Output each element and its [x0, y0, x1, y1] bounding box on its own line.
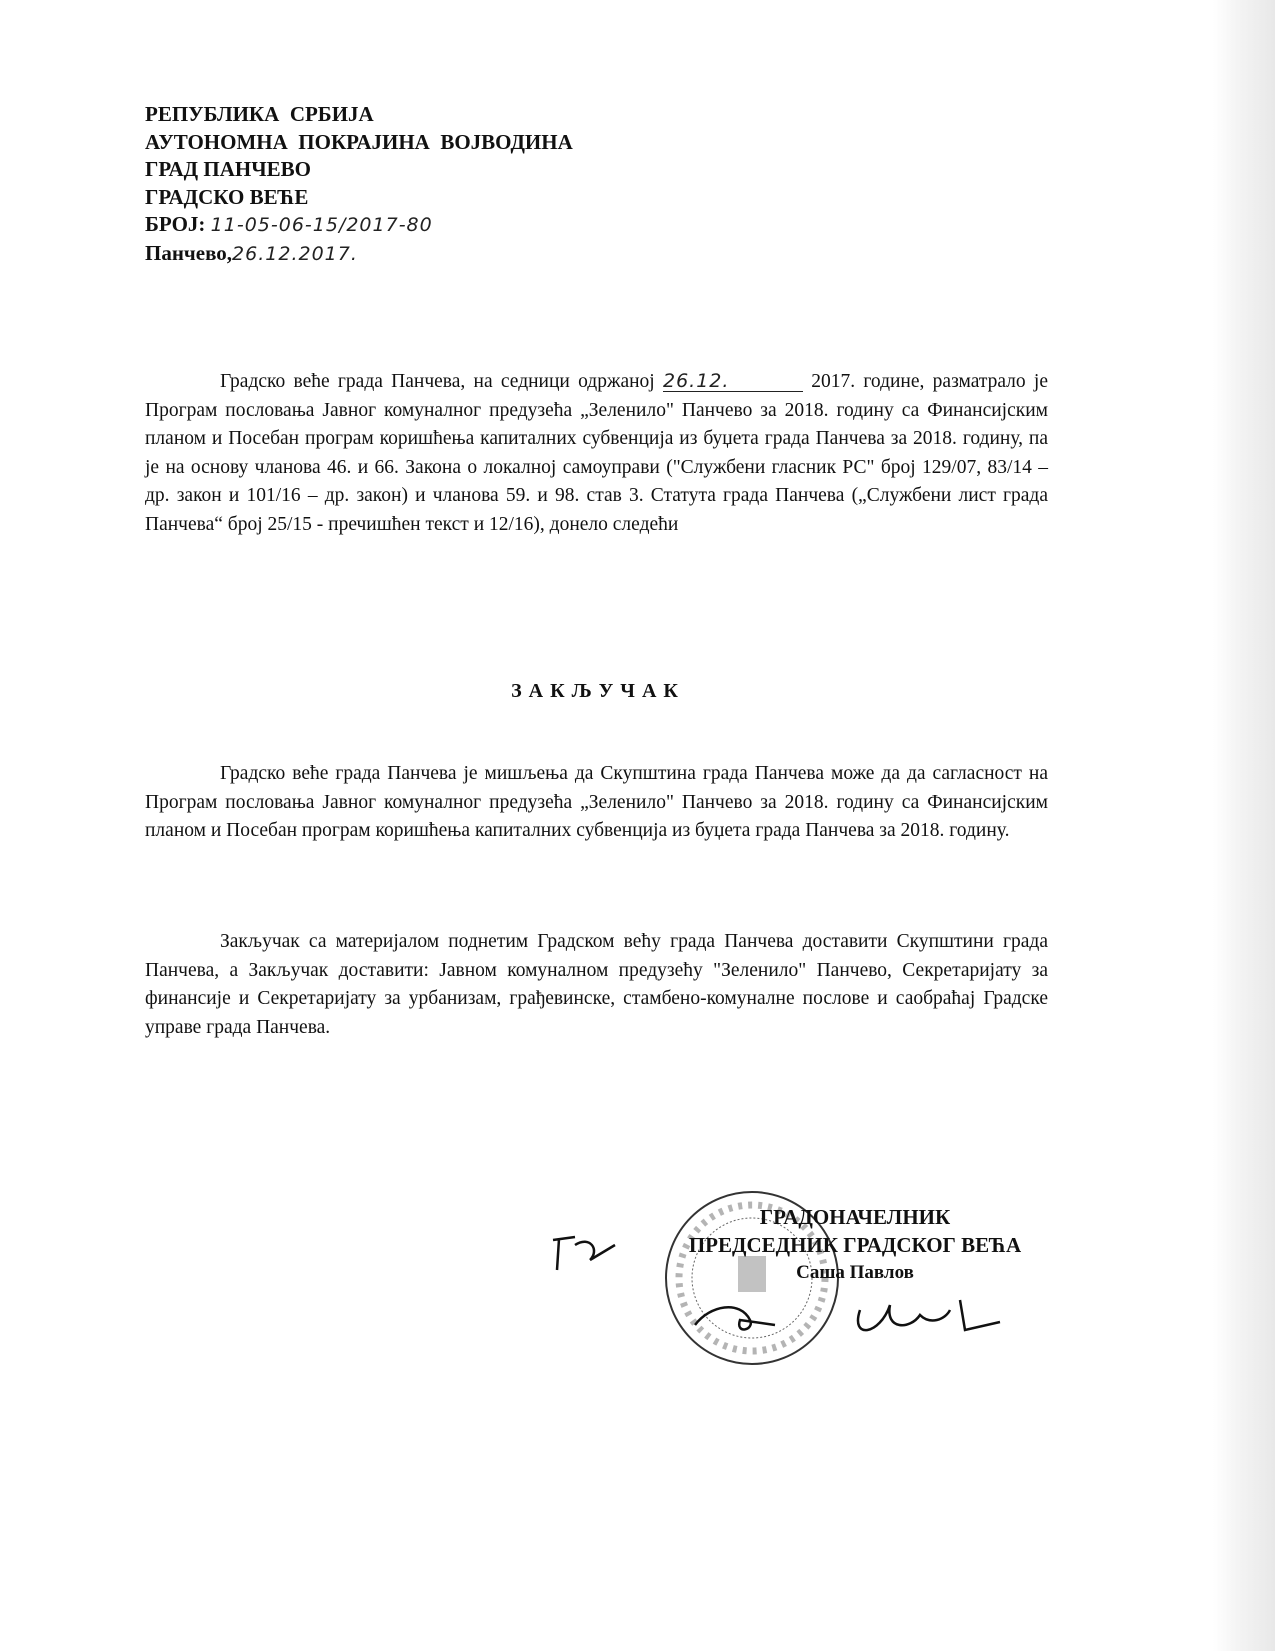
- document-title: ЗАКЉУЧАК: [511, 680, 685, 702]
- intro-text-1: Градско веће града Панчева, на седници одржаној: [220, 371, 655, 392]
- place-label: Панчево,: [145, 240, 233, 265]
- header-province: АУТОНОМНА ПОКРАЈИНА ВОЈВОДИНА: [145, 129, 573, 154]
- session-date-handwritten: 26.12.: [662, 370, 730, 392]
- header-council: ГРАДСКО ВЕЋЕ: [145, 184, 309, 209]
- signatory-name: Саша Павлов: [796, 1262, 914, 1283]
- signatory-title-president: ПРЕДСЕДНИК ГРАДСКОГ ВЕЋА: [688, 1233, 1022, 1257]
- intro-paragraph: [145, 368, 1048, 540]
- conclusion-text-1: Градско веће града Панчева је мишљења да Скупштина града Панчева може да да сагласност на Програм пословања Јавног комуналног предузећа „Зеленило" Панчево за 2018. годину са Финансијским планом и Посебан програм коришћења капиталних субвенција из буџета града Панчева за 2018. годину.: [145, 763, 1048, 842]
- conclusion-text-2: Закључак са материјалом поднетим Градском већу града Панчева доставити Скупштини града Панчева, а Закључак доставити: Јавном комуналном предузећу "Зеленило" Панчево, Секретаријату за финансије и Секретаријату за урбанизам, грађевинске, стамбено-комуналне послове и саобраћај Градске управе града Панчева.: [145, 931, 1048, 1038]
- document-header: [145, 101, 573, 268]
- signatory-title-mayor: ГРАДОНАЧЕЛНИК: [759, 1205, 951, 1229]
- initials-signature: [545, 1225, 625, 1275]
- date-value-handwritten: 26.12.2017.: [232, 242, 358, 265]
- handwritten-signature: [680, 1290, 1020, 1350]
- header-republic: РЕПУБЛИКА СРБИЈА: [145, 102, 374, 126]
- document-date: [145, 240, 573, 269]
- signature-block: [660, 1203, 1050, 1287]
- header-city: ГРАД ПАНЧЕВО: [145, 157, 311, 181]
- scan-edge-shadow: [1213, 0, 1275, 1651]
- number-label: БРОЈ:: [145, 212, 206, 236]
- document-number: [145, 211, 573, 240]
- conclusion-paragraph-2: [145, 928, 1048, 1042]
- number-value-handwritten: 11-05-06-15/2017-80: [210, 214, 433, 236]
- intro-text-2: 2017. године, разматрало је Програм пословања Јавног комуналног предузећа „Зеленило" Панчево за 2018. годину са Финансијским планом и Посебан програм коришћења капиталних субвенција из буџета града Панчева за 2018. годину, па је на основу чланова 46. и 66. Закона о локалној самоуправи ("Службени гласник РС" број 129/07, 83/14 – др. закон и 101/16 – др. закон) и чланова 59. и 98. став 3. Статута града Панчева („Службени лист града Панчева“ број 25/15 - пречишћен текст и 12/16), донело следећи: [145, 371, 1049, 535]
- conclusion-paragraph-1: [145, 760, 1048, 846]
